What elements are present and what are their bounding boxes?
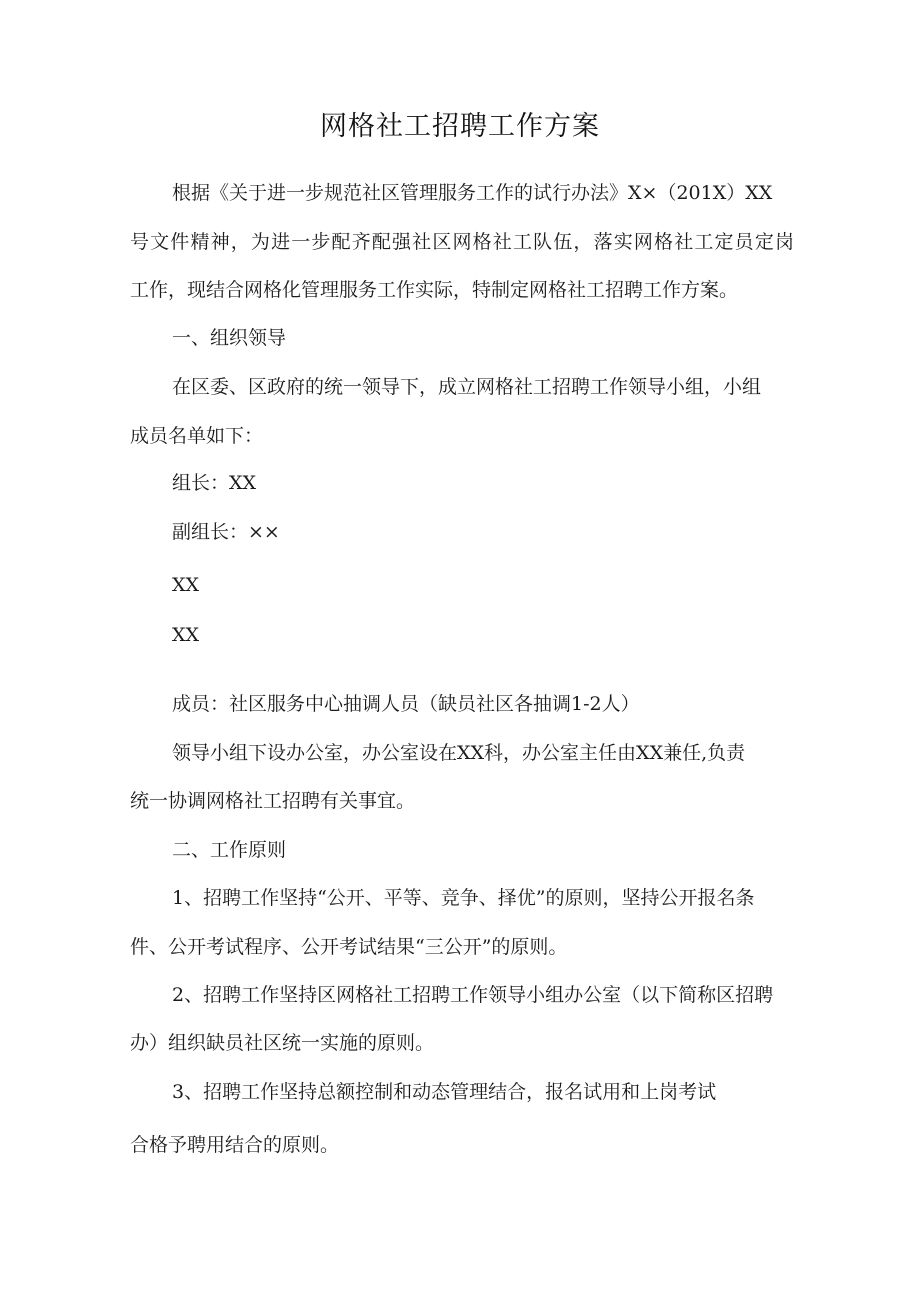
paragraph-line: 成员名单如下： [130, 425, 264, 447]
paragraph-line: 在区委、区政府的统一领导下，成立网格社工招聘工作领导小组，小组 [172, 376, 762, 398]
paragraph-line: 领导小组下设办公室，办公室设在XX科，办公室主任由XX兼任,负责 [172, 742, 746, 764]
paragraph-line: 统一协调网格社工招聘有关事宜。 [130, 790, 416, 812]
paragraph-line: 根据《关于进一步规范社区管理服务工作的试行办法》X×（201X）XX [172, 182, 773, 204]
paragraph-line: 办）组织缺员社区统一实施的原则。 [130, 1032, 435, 1054]
paragraph-line: 件、公开考试程序、公开考试结果“三公开”的原则。 [130, 936, 568, 958]
document-title: 网格社工招聘工作方案 [320, 111, 600, 142]
paragraph-line: 1、招聘工作坚持“公开、平等、竞争、择优”的原则，坚持公开报名条 [172, 887, 755, 909]
paragraph-line: 2、招聘工作坚持区网格社工招聘工作领导小组办公室（以下简称区招聘 [172, 984, 774, 1006]
section-heading: 二、工作原则 [172, 839, 287, 861]
list-item: XX [172, 574, 200, 596]
section-heading: 一、组织领导 [172, 327, 287, 349]
paragraph-line: 工作，现结合网格化管理服务工作实际，特制定网格社工招聘工作方案。 [130, 279, 739, 301]
paragraph-line: 号文件精神，为进一步配齐配强社区网格社工队伍，落实网格社工定员定岗 [130, 231, 794, 253]
paragraph-line: 3、招聘工作坚持总额控制和动态管理结合，报名试用和上岗考试 [172, 1081, 717, 1103]
paragraph-line: 合格予聘用结合的原则。 [130, 1134, 340, 1156]
list-item: 副组长：×× [172, 521, 280, 543]
list-item: 组长：XX [172, 472, 257, 494]
paragraph-line: 成员：社区服务中心抽调人员（缺员社区各抽调1-2人） [172, 693, 640, 715]
list-item: XX [172, 624, 200, 646]
